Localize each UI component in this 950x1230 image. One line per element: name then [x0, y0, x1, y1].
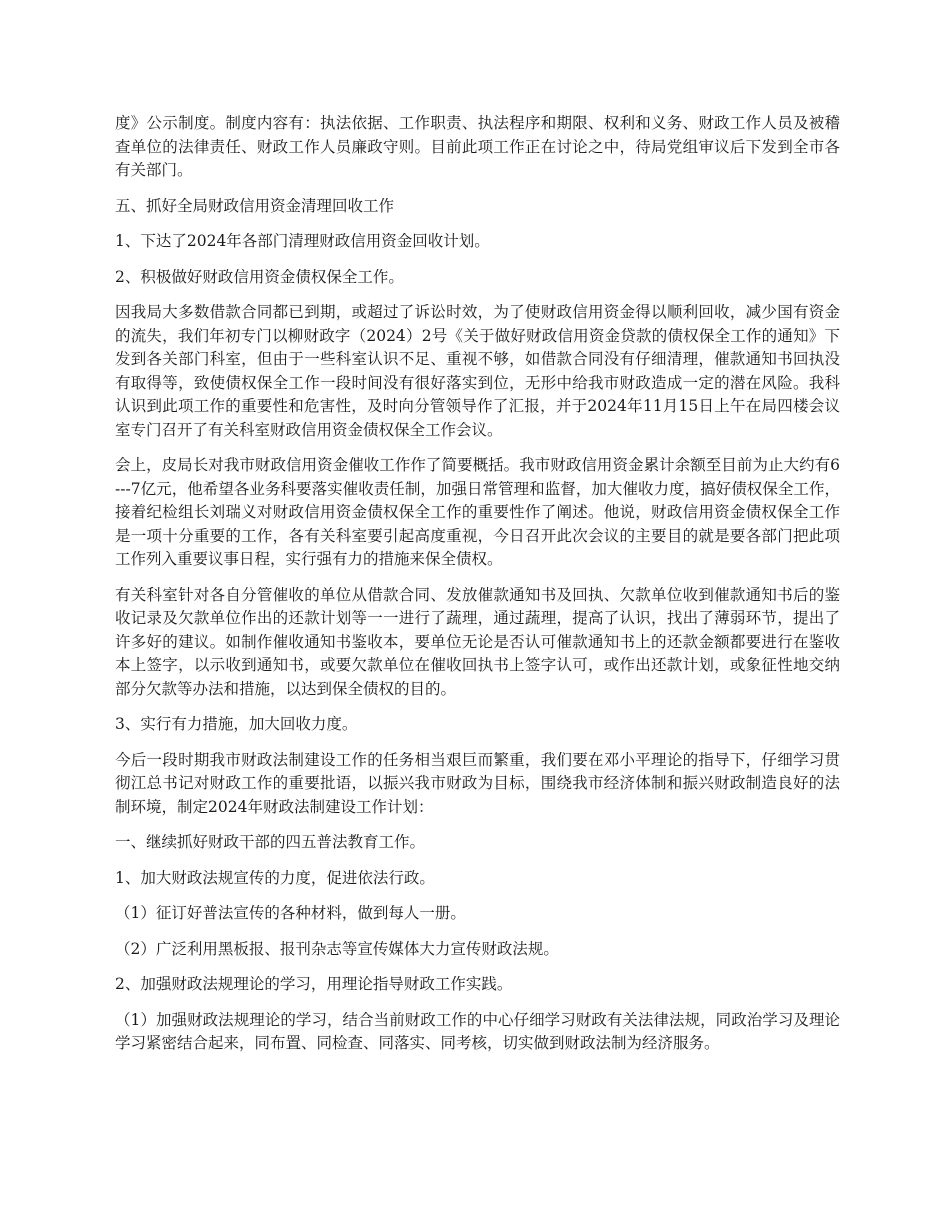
paragraph-loan-contracts: 因我局大多数借款合同都已到期，或超过了诉讼时效，为了使财政信用资金得以顺利回收，减少国有资金的流失，我们年初专门以柳财政字（2024）2号《关于做好财政信用资金贷款的债权保全工作的通知》下发到各关部门科室，但由于一些科室认识不足、重视不够，如借款合同没有仔细清理，催款通知书回执没有取得等，致使债权保全工作一段时间没有很好落实到位，无形中给我市财政造成一定的潜在风险。我科认识到此项工作的重要性和危害性，及时向分管领导作了汇报，并于2024年11月15日上午在局四楼会议室专门召开了有关科室财政信用资金债权保全工作会议。 — [115, 303, 840, 439]
subitem-materials: （1）征订好普法宣传的各种材料，做到每人一册。 — [115, 904, 466, 922]
paragraph-legal-construction: 今后一段时期我市财政法制建设工作的任务相当艰巨而繁重，我们要在邓小平理论的指导下，仔细学习贯彻江总书记对财政工作的重要批语，以振兴我市财政为目标，围绕我市经济体制和振兴财政制造良好的法制环境，制定2024年财政法制建设工作计划： — [115, 750, 840, 816]
paragraph-department-review: 有关科室针对各自分管催收的单位从借款合同、发放催款通知书及回执、欠款单位收到催款通知书后的鉴收记录及欠款单位作出的还款计划等一一进行了蔬理，通过蔬理，提高了认识，找出了薄弱环节，提出了许多好的建议。如制作催收通知书鉴收本，要单位无论是否认可催款通知书上的还款金额都要进行在鉴收本上签字，以示收到通知书，或要欠款单位在催收回执书上签字认可，或作出还款计划，或象征性地交纳部分欠款等办法和措施，以达到保全债权的目的。 — [115, 585, 840, 698]
paragraph-disclosure-system: 度》公示制度。制度内容有：执法依据、工作职责、执法程序和期限、权利和义务、财政工作人员及被稽查单位的法律责任、财政工作人员廉政守则。目前此项工作正在讨论之中，待局党组审议后下发到全市各有关部门。 — [115, 114, 840, 179]
item-theory-study: 2、加强财政法规理论的学习，用理论指导财政工作实践。 — [115, 975, 513, 993]
subitem-media: （2）广泛利用黑板报、报刊杂志等宣传媒体大力宣传财政法规。 — [115, 939, 559, 958]
item-publicity: 1、加大财政法规宣传的力度，促进依法行政。 — [115, 868, 435, 887]
item-recovery-plan: 1、下达了2024年各部门清理财政信用资金回收计划。 — [115, 232, 490, 250]
subitem-study-laws: （1）加强财政法规理论的学习，结合当前财政工作的中心仔细学习财政有关法律法规，同政治学习及理论学习紧密结合起来，同布置、同检查、同落实、同考核，切实做到财政法制为经济服务。 — [115, 1010, 840, 1052]
section-heading-credit-funds: 五、抓好全局财政信用资金清理回收工作 — [115, 196, 395, 215]
item-debt-preservation: 2、积极做好财政信用资金债权保全工作。 — [115, 267, 404, 286]
document-body — [115, 112, 840, 1068]
paragraph-meeting-summary: 会上，皮局长对我市财政信用资金催收工作作了简要概括。我市财政信用资金累计余额至目前为止大约有6---7亿元，他希望各业务科要落实催收责任制，加强日常管理和监督，加大催收力度，搞好债权保全工作，接着纪检组长刘瑞义对财政信用资金债权保全工作的重要性作了阐述。他说，财政信用资金债权保全工作是一项十分重要的工作，各有关科室要引起高度重视，今日召开此次会议的主要目的就是要各部门把此项工作列入重要议事日程，实行强有力的措施来保全债权。 — [115, 456, 840, 568]
section-heading-legal-education: 一、继续抓好财政干部的四五普法教育工作。 — [115, 833, 426, 851]
item-recovery-measures: 3、实行有力措施，加大回收力度。 — [115, 715, 358, 733]
